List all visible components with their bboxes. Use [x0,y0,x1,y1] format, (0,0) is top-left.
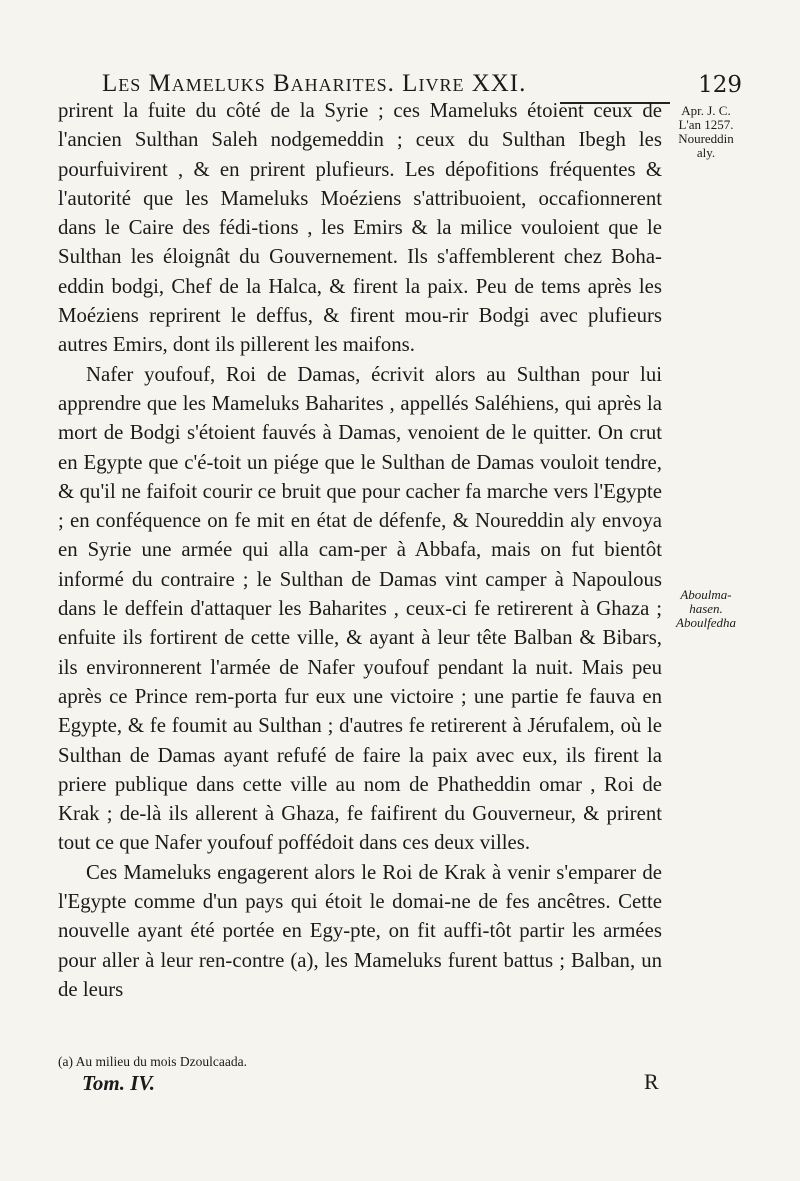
paragraph-2: Nafer youfouf, Roi de Damas, écrivit alors au Sulthan pour lui apprendre que les Mameluks Baharites , appellés Saléhiens, qui après la mort de Bodgi s'étoient fauvés à Damas, venoient de le quitter. On crut en Egypte que c'é-toit un piége que le Sulthan de Damas vouloit tendre, & qu'il ne faifoit courir ce bruit que pour cacher fa marche vers l'Egypte ; en conféquence on fe mit en état de défenfe, & Noureddin aly envoya en Syrie une armée qui alla cam-per à Abbafa, mais on fut bientôt informé du contraire ; le Sulthan de Damas vint camper à Napoulous dans le deffein d'attaquer les Baharites , ceux-ci fe retirerent à Ghaza ; enfuite ils fortirent de cette ville, & ayant à leur tête Balban & Bibars, ils environnerent l'armée de Nafer youfouf pendant la nuit. Mais peu après ce Prince rem-porta fur eux une victoire ; une partie fe fauva en Egypte, & fe foumit au Sulthan ; d'autres fe retirerent à Jérufalem, où le Sulthan de Damas ayant refufé de faire la paix avec eux, ils firent la priere publique dans cette ville au nom de Phatheddin omar , Roi de Krak ; de-là ils allerent à Ghaza, fe faifirent du Gouverneur, & prirent tout ce que Nafer youfouf poffédoit dans ces deux villes. [58,362,662,855]
margin-note-line: Aboulfedha [676,615,736,630]
volume-signature: Tom. IV. [82,1071,155,1095]
main-text [58,96,662,1004]
margin-note-line: hasen. [689,601,723,616]
paragraph-3: Ces Mameluks engagerent alors le Roi de Krak à venir s'emparer de l'Egypte comme d'un pays qui étoit le domai-ne de fes ancêtres. Cette nouvelle ayant été portée en Egy-pte, on fit auffi-tôt partir les armées pour aller à leur ren-contre (a), les Mameluks furent battus ; Balban, un de leurs [58,860,662,1001]
margin-note-sources [666,588,746,630]
margin-note-line: Noureddin [678,131,734,146]
margin-note-line: aly. [696,145,716,160]
margin-note-line: Aboulma- [680,587,732,602]
paragraph-1: prirent la fuite du côté de la Syrie ; ces Mameluks étoient ceux de l'ancien Sulthan Saleh nodgemeddin ; ceux du Sulthan Ibegh les pourfuivirent , & en prirent plufieurs. Les dépofitions fréquentes & l'autorité que les Mameluks Moéziens s'attribuoient, occafionnerent dans le Caire des fédi-tions , les Emirs & la milice vouloient que le Sulthan les éloignât du Gouvernement. Ils s'affemblerent chez Boha-eddin bodgi, Chef de la Halca, & firent la paix. Peu de tems après les Moéziens reprirent le deffus, & firent mou-rir Bodgi avec plufieurs autres Emirs, dont ils pillerent les maifons. [58,99,662,357]
margin-note-date [666,104,746,160]
running-title: Les Mameluks Baharites. Livre XXI. [102,70,527,97]
footnote: (a) Au milieu du mois Dzoulcaada. [58,1054,247,1069]
signature-mark: R [644,1069,659,1094]
margin-note-line: L'an 1257. [678,117,734,132]
page-number: 129 [698,72,742,98]
margin-note-line: Apr. J. C. [681,103,731,118]
